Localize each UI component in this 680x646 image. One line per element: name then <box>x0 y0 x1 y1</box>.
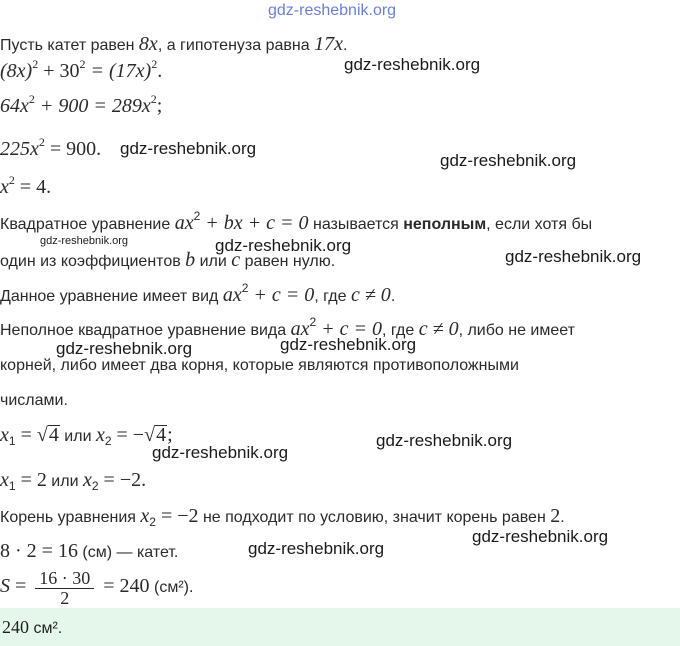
area-fraction: $\frac{16 \cdot 30}{2}$ <box>35 568 94 607</box>
leg-calculation: 8 · 2 = 16 (см) — катет. <box>0 540 179 562</box>
definition-line-2: один из коэффициентов b или c равен нулю. <box>0 249 336 271</box>
watermark: gdz-reshebnik.org <box>280 335 417 354</box>
watermark: gdz-reshebnik.org <box>56 339 193 358</box>
hyp-expr: 17x <box>314 33 343 55</box>
area-formula: S = $\frac{16 \cdot 30}{2}$ = 240 (см²). <box>0 568 194 609</box>
answer-value: 240 см². <box>2 617 63 637</box>
bold-term: неполным <box>403 216 487 233</box>
watermark: gdz-reshebnik.org <box>344 55 481 74</box>
equation-step-4: $x^2 = 4$. <box>0 173 52 198</box>
property-line-2: корней, либо имеет два корня, которые являются противоположными <box>0 357 519 374</box>
watermark: gdz-reshebnik.org <box>505 247 642 266</box>
watermark: gdz-reshebnik.org <box>215 236 352 255</box>
root-conclusion: Корень уравнения $x_2 = -2$ не подходит по условию, значит корень равен 2. <box>0 505 565 529</box>
leg-expr: 8x <box>138 33 158 55</box>
roots-sqrt: $x_1 = √4$ или $x_2 = -√4$; <box>0 424 173 448</box>
watermark: gdz-reshebnik.org <box>248 539 385 558</box>
equation-step-3: $225x^2 = 900$. <box>0 135 102 160</box>
watermark: gdz-reshebnik.org <box>472 527 609 546</box>
pythagoras-equation: $(8x)^2 + 30^2 = (17x)^2$. <box>0 57 163 82</box>
property-line-3: числами. <box>0 392 68 409</box>
property-line-1: Неполное квадратное уравнение вида $ax^2 + c = 0$, где c ≠ 0, либо не имеет <box>0 315 575 340</box>
watermark: gdz-reshebnik.org <box>376 431 513 450</box>
watermark: gdz-reshebnik.org <box>152 443 289 462</box>
problem-setup: Пусть катет равен 8x, а гипотенуза равна 17x. <box>0 33 348 55</box>
answer-box <box>0 608 680 646</box>
definition-line-1: Квадратное уравнение $ax^2$ + bx + c = 0 называется неполным, если хотя бы <box>0 209 593 234</box>
equation-form: Данное уравнение имеет вид $ax^2 + c = 0$, где c ≠ 0. <box>0 281 396 306</box>
watermark: gdz-reshebnik.org <box>40 235 129 247</box>
watermark: gdz-reshebnik.org <box>120 139 257 158</box>
watermark: gdz-reshebnik.org <box>440 151 577 170</box>
roots-values: $x_1 = 2$ или $x_2 = -2$. <box>0 469 147 493</box>
watermark-top: gdz-reshebnik.org <box>268 2 397 19</box>
equation-step-2: $64x^2 + 900 = 289x^2$; <box>0 92 163 117</box>
